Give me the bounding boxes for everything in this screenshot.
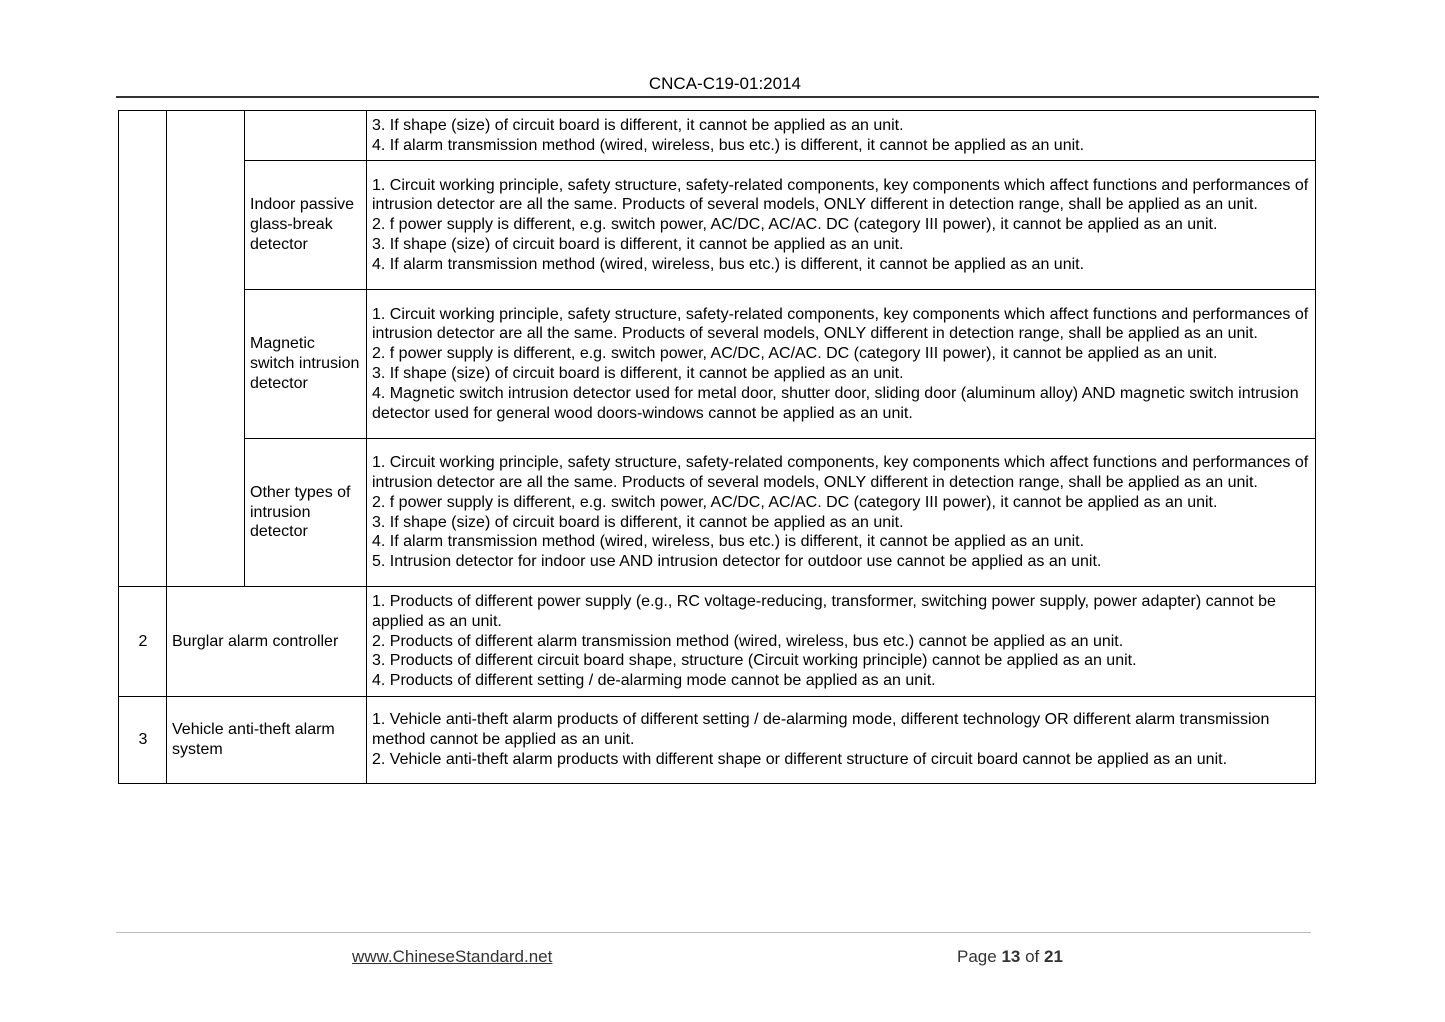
requirements-cell	[367, 587, 1316, 697]
requirements-cell	[367, 697, 1316, 784]
requirement-item: 2. f power supply is different, e.g. switch power, AC/DC, AC/AC. DC (category III power), it cannot be applied as an unit.	[372, 345, 1218, 363]
table-row	[119, 587, 1316, 697]
page-number	[957, 947, 1063, 967]
type-cell: Magnetic switch intrusion detector	[245, 290, 367, 439]
product-cell-empty	[167, 111, 245, 587]
current-page: 13	[1001, 947, 1021, 966]
type-cell-empty	[245, 111, 367, 161]
requirement-item: 1. Circuit working principle, safety structure, safety-related components, key components which affect functions and performances of intrusion detector are all the same. Products of several models, ONLY different in detection range, shall be applied as an unit.	[372, 305, 1309, 343]
total-pages: 21	[1044, 947, 1063, 966]
no-cell-empty	[119, 111, 167, 587]
document-id-header: CNCA-C19-01:2014	[648, 74, 801, 93]
requirement-item: 4. If alarm transmission method (wired, wireless, bus etc.) is different, it cannot be applied as an unit.	[372, 136, 1085, 154]
requirement-item: 5. Intrusion detector for indoor use AND intrusion detector for outdoor use cannot be applied as an unit.	[372, 553, 1102, 571]
no-cell: 2	[119, 587, 167, 697]
of-label: of	[1025, 947, 1040, 966]
requirement-item: 1. Products of different power supply (e.g., RC voltage-reducing, transformer, switching power supply, power adapter) cannot be applied as an unit.	[372, 593, 1276, 630]
table-row	[119, 439, 1316, 587]
requirement-item: 3. If shape (size) of circuit board is different, it cannot be applied as an unit.	[372, 116, 904, 134]
requirement-item: 3. If shape (size) of circuit board is different, it cannot be applied as an unit.	[372, 235, 904, 253]
no-cell: 3	[119, 697, 167, 784]
footer-divider	[116, 932, 1311, 933]
requirement-item: 3. Products of different circuit board shape, structure (Circuit working principle) cannot be applied as an unit.	[372, 652, 1137, 670]
unit-division-table	[118, 110, 1316, 784]
requirements-cell	[367, 439, 1316, 587]
page-label: Page	[957, 947, 997, 966]
requirement-item: 4. Products of different setting / de-alarming mode cannot be applied as an unit.	[372, 672, 936, 690]
table-row	[119, 290, 1316, 439]
requirement-item: 3. If shape (size) of circuit board is different, it cannot be applied as an unit.	[372, 365, 904, 382]
requirement-item: 4. Magnetic switch intrusion detector used for metal door, shutter door, sliding door (aluminum alloy) AND magnetic switch intrusion detector used for general wood doors-windows cannot be applied as an unit.	[372, 384, 1299, 422]
requirements-cell	[367, 111, 1316, 161]
requirement-item: 2. f power supply is different, e.g. switch power, AC/DC, AC/AC. DC (category III power), it cannot be applied as an unit.	[372, 493, 1218, 511]
product-cell: Vehicle anti-theft alarm system	[167, 697, 367, 784]
requirement-item: 3. If shape (size) of circuit board is different, it cannot be applied as an unit.	[372, 513, 904, 531]
requirement-item: 2. f power supply is different, e.g. switch power, AC/DC, AC/AC. DC (category III power), it cannot be applied as an unit.	[372, 216, 1218, 234]
requirement-item: 1. Circuit working principle, safety structure, safety-related components, key components which affect functions and performances of intrusion detector are all the same. Products of several models, ONLY different in detection range, shall be applied as an unit.	[372, 176, 1309, 214]
type-cell: Indoor passive glass-break detector	[245, 161, 367, 290]
product-cell: Burglar alarm controller	[167, 587, 367, 697]
requirements-cell	[367, 161, 1316, 290]
header-divider	[116, 96, 1319, 98]
requirement-item: 4. If alarm transmission method (wired, wireless, bus etc.) is different, it cannot be applied as an unit.	[372, 255, 1085, 273]
requirement-item: 2. Vehicle anti-theft alarm products with different shape or different structure of circuit board cannot be applied as an unit.	[372, 750, 1228, 768]
table-row	[119, 111, 1316, 161]
table-row	[119, 697, 1316, 784]
table-row	[119, 161, 1316, 290]
website-link[interactable]: www.ChineseStandard.net	[352, 947, 553, 966]
requirement-item: 1. Circuit working principle, safety structure, safety-related components, key components which affect functions and performances of intrusion detector are all the same. Products of several models, ONLY different in detection range, shall be applied as an unit.	[372, 454, 1309, 491]
requirement-item: 2. Products of different alarm transmission method (wired, wireless, bus etc.) cannot be applied as an unit.	[372, 632, 1124, 650]
type-cell: Other types of intrusion detector	[245, 439, 367, 587]
requirement-item: 1. Vehicle anti-theft alarm products of different setting / de-alarming mode, different technology OR different alarm transmission method cannot be applied as an unit.	[372, 711, 1270, 749]
requirements-cell	[367, 290, 1316, 439]
requirement-item: 4. If alarm transmission method (wired, wireless, bus etc.) is different, it cannot be applied as an unit.	[372, 533, 1085, 551]
